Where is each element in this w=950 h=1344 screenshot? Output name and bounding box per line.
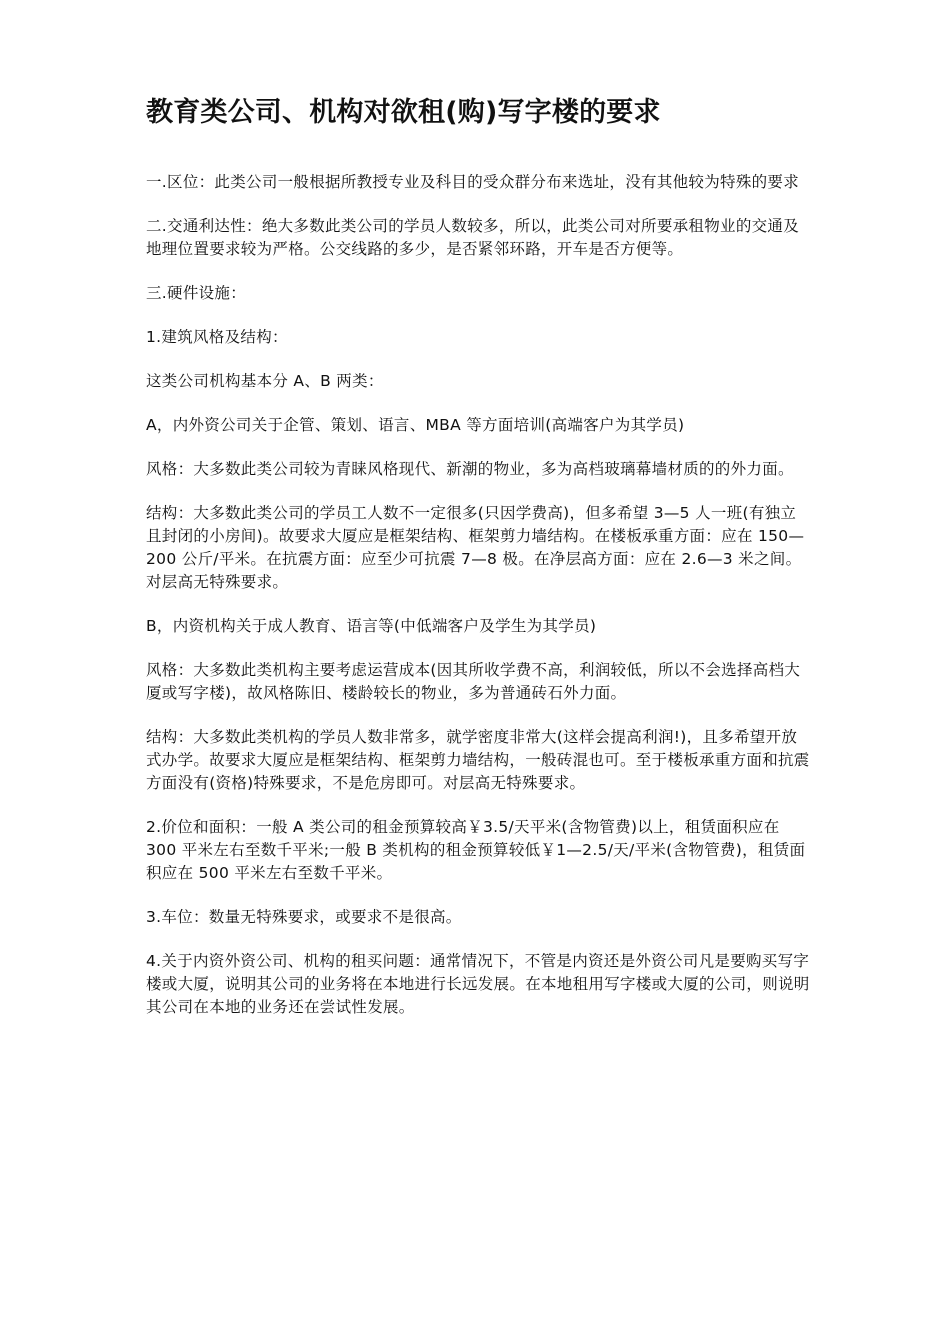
paragraph-hardware-heading: 三.硬件设施：	[146, 284, 247, 302]
paragraph-b-structure: 结构：大多数此类机构的学员人数非常多，就学密度非常大(这样会提高利润!)，且多希望开放式办学。故要求大厦应是框架结构、框架剪力墙结构，一般砖混也可。至于楼板承重方面和抗震方面没有(资格)特殊要求，不是危房即可。对层高无特殊要求。	[146, 728, 810, 792]
paragraph-category-a: A，内外资公司关于企管、策划、语言、MBA 等方面培训(高端客户为其学员)	[146, 416, 685, 434]
paragraph-transport: 二.交通利达性：绝大多数此类公司的学员人数较多，所以，此类公司对所要承租物业的交通及地理位置要求较为严格。公交线路的多少，是否紧邻环路，开车是否方便等。	[146, 217, 800, 258]
document-title: 教育类公司、机构对欲租(购)写字楼的要求	[146, 97, 661, 128]
paragraph-location: 一.区位：此类公司一般根据所教授专业及科目的受众群分布来选址，没有其他较为特殊的要求	[146, 173, 800, 191]
paragraph-category-b: B，内资机构关于成人教育、语言等(中低端客户及学生为其学员)	[146, 617, 597, 635]
paragraph-architecture-heading: 1.建筑风格及结构：	[146, 328, 288, 346]
paragraph-rent-buy: 4.关于内资外资公司、机构的租买问题：通常情况下，不管是内资还是外资公司凡是要购买写字楼或大厦，说明其公司的业务将在本地进行长远发展。在本地租用写字楼或大厦的公司，则说明其公司在本地的业务还在尝试性发展。	[146, 952, 810, 1016]
paragraph-price-area: 2.价位和面积：一般 A 类公司的租金预算较高￥3.5/天平米(含物管费)以上，租赁面积应在 300 平米左右至数千平米;一般 B 类机构的租金预算较低￥1—2.5/天/平米(含物管费)，租赁面积应在 500 平米左右至数千平米。	[146, 818, 806, 882]
paragraph-b-style: 风格：大多数此类机构主要考虑运营成本(因其所收学费不高，利润较低，所以不会选择高档大厦或写字楼)，故风格陈旧、楼龄较长的物业，多为普通砖石外力面。	[146, 661, 801, 702]
document-body	[146, 171, 812, 1040]
paragraph-a-style: 风格：大多数此类公司较为青睐风格现代、新潮的物业，多为高档玻璃幕墙材质的的外力面。	[146, 460, 794, 478]
paragraph-parking: 3.车位：数量无特殊要求，或要求不是很高。	[146, 908, 462, 926]
paragraph-a-structure: 结构：大多数此类公司的学员工人数不一定很多(只因学费高)，但多希望 3—5 人一班(有独立且封闭的小房间)。故要求大厦应是框架结构、框架剪力墙结构。在楼板承重方面：应在 150—200 公斤/平米。在抗震方面：应至少可抗震 7—8 极。在净层高方面：应在 2.6—3 米之间。对层高无特殊要求。	[146, 504, 805, 591]
paragraph-categories: 这类公司机构基本分 A、B 两类：	[146, 372, 384, 390]
